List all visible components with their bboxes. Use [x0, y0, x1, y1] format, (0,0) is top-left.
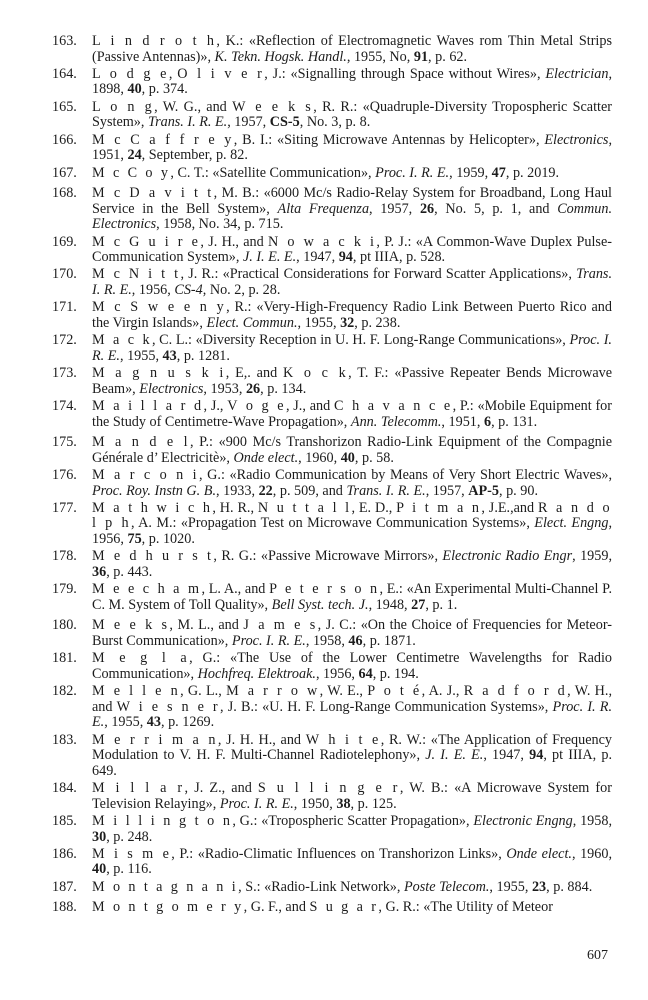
reference-text: , W. E., [319, 683, 368, 700]
volume-number: 91 [413, 48, 429, 65]
reference-text: , E. D., [351, 499, 397, 516]
author-name: M a g n u s k i [92, 365, 226, 382]
journal-title: Electronics [544, 131, 609, 148]
journal-title: Commun. Electronics [92, 200, 613, 233]
reference-text: , 1956, [92, 515, 612, 548]
reference-text: , G. R.: «The Utility of Meteor [378, 899, 553, 916]
reference-text: , 1955, No, [346, 48, 414, 65]
author-name: M c C a f f r e y [92, 131, 234, 148]
reference-text: , P.: «Radio-Climatic Influences on Transhorizon Links», [171, 845, 507, 862]
reference-text: , S.: «Radio-Link Network», [238, 878, 404, 895]
reference-entry [52, 166, 612, 182]
author-name: M a i l l a r d [92, 397, 204, 414]
journal-title: Electronic Radio Engr [442, 548, 573, 565]
reference-number: 171. [52, 299, 77, 316]
reference-number: 167. [52, 164, 77, 181]
reference-entry [52, 501, 612, 548]
volume-number: 40 [92, 861, 107, 878]
reference-number: 174. [52, 397, 77, 414]
journal-title: Proc. Roy. Instn G. B. [92, 482, 216, 499]
journal-title: Trans. I. R. E. [147, 114, 228, 131]
author-name: M c D a v i t t [92, 185, 214, 202]
reference-entry [52, 684, 612, 731]
reference-text: , K.: «Reflection of Electromagnetic Waves rom Thin Metal Strips (Passive Antennas)», [92, 33, 612, 65]
journal-title: Proc. I. R. E. [92, 332, 612, 364]
volume-number: 6 [483, 413, 492, 430]
reference-number: 188. [52, 899, 77, 916]
journal-title: CS-4 [174, 282, 203, 299]
reference-text: , 1956, [315, 665, 359, 682]
volume-number: 27 [411, 596, 426, 613]
journal-title: J. I. E. E. [242, 249, 297, 266]
reference-text: , No. 2, p. 28. [202, 282, 281, 299]
author-name: N o w a c k i [268, 233, 377, 250]
author-name: N u t t a l l [257, 499, 352, 516]
reference-text: , P. J.: «A Common-Wave Duplex Pulse-Communication System», [92, 233, 612, 266]
reference-text: , R. R.: «Quadruple-Diversity Tropospheric Scatter System», [92, 98, 612, 131]
reference-text: , 1956, [131, 282, 175, 299]
reference-text: , E,. and [225, 365, 284, 382]
volume-number: 47 [491, 164, 506, 181]
journal-title: J. I. E. E. [425, 747, 484, 764]
journal-title: K. Tekn. Hogsk. Handl. [214, 48, 347, 65]
reference-text: , p. 374. [141, 81, 188, 98]
author-name: M e e k s [92, 617, 170, 634]
journal-title: Electronic Engng [473, 812, 573, 829]
reference-text: , p. 1281. [176, 347, 230, 364]
author-name: W h i t e [305, 731, 381, 748]
reference-number: 175. [52, 434, 77, 451]
reference-text: , J. B.: «U. H. F. Long-Range Communication Systems», [220, 698, 553, 715]
volume-number: 40 [340, 449, 355, 466]
reference-entry [52, 618, 612, 649]
reference-text: , M. B.: «6000 Mc/s Radio-Relay System for Broadband, Long Haul Service in the Bell System», [92, 185, 613, 217]
reference-text: , p. 509, and [272, 482, 347, 499]
reference-text: , 1898, [92, 65, 612, 98]
author-name: C h a v a n c e [334, 397, 453, 414]
reference-text: , 1957, [227, 114, 270, 131]
reference-text: , p. 62. [428, 48, 468, 65]
volume-number: 94 [529, 747, 544, 764]
reference-text: , G. L., [180, 683, 227, 700]
reference-text: , 1957, [369, 200, 420, 217]
reference-text: , 1947, [483, 747, 530, 764]
author-name: L i n d r o t h [92, 33, 217, 49]
author-name: M e g l a [92, 650, 190, 667]
reference-text: , J. H., and [200, 233, 269, 250]
reference-entry [52, 900, 612, 916]
reference-text: , p. 1020. [141, 531, 195, 548]
reference-text: , M. L., and [169, 617, 244, 634]
author-name: P e t e r s o n [269, 581, 380, 598]
journal-title: Ann. Telecomm. [350, 413, 442, 430]
reference-text: , 1951, [92, 131, 612, 164]
reference-text: , C. T.: «Satellite Communication», [170, 164, 376, 181]
journal-title: Electrician [545, 65, 609, 82]
reference-entry [52, 781, 612, 812]
reference-entry [52, 880, 612, 896]
reference-text: , J. Z., and [184, 780, 258, 797]
reference-entry [52, 435, 612, 466]
reference-number: 173. [52, 365, 77, 382]
reference-number: 187. [52, 878, 77, 895]
reference-text: , No. 3, p. 8. [299, 114, 371, 131]
reference-list [52, 34, 612, 918]
author-name: W i e s n e r [116, 698, 221, 715]
journal-title: Trans. I. R. E. [92, 266, 612, 299]
reference-text: , L. A., and [201, 581, 270, 598]
author-name: M c S w e e n y [92, 299, 227, 316]
volume-number: 26 [419, 200, 435, 217]
reference-text: , W. B.: «A Microwave System for Television Relaying», [92, 780, 612, 812]
author-name: L o n g [92, 98, 155, 115]
journal-title: Elect. Commun. [206, 314, 298, 331]
reference-entry [52, 468, 612, 499]
reference-text: , R.: «Very-High-Frequency Radio Link Between Puerto Rico and the Virgin Islands», [92, 299, 612, 331]
author-name: R a n d o l p h [92, 499, 612, 532]
journal-title: Hochfreq. Elektroak. [197, 665, 316, 682]
reference-text: , A. J., [421, 683, 464, 700]
journal-title: Electronics [139, 380, 204, 397]
reference-text: , 1957, [425, 482, 469, 499]
volume-number: 24 [127, 147, 142, 164]
volume-number: 64 [358, 665, 373, 682]
reference-number: 166. [52, 131, 77, 148]
reference-number: 165. [52, 98, 77, 115]
reference-text: , p. 134. [260, 380, 307, 397]
reference-text: , p. 58. [354, 449, 394, 466]
reference-number: 172. [52, 332, 77, 349]
journal-title: Proc. I. R. E. [375, 164, 450, 181]
author-name: K o c k [283, 365, 349, 382]
volume-number: CS-5 [269, 114, 300, 131]
journal-title: Proc. I. R. E. [231, 633, 306, 649]
author-name: M i l l i n g t o n [92, 812, 233, 829]
reference-text: , J., and [285, 397, 334, 414]
journal-title: Onde elect. [233, 449, 299, 466]
author-name: M e l l e n [92, 683, 181, 700]
reference-text: , p. 248. [106, 828, 153, 845]
reference-text: , C. L.: «Diversity Reception in U. H. F. Long-Range Communications», [152, 332, 570, 349]
author-name: M a r c o n i [92, 467, 200, 483]
reference-text: , p. 238. [354, 314, 401, 331]
volume-number: 36 [92, 563, 107, 580]
reference-entry [52, 847, 612, 878]
reference-text: , E.: «An Experimental Multi-Channel P. C. M. System of Toll Quality», [92, 581, 612, 613]
reference-entry [52, 235, 612, 266]
author-name: M e r r i m a n [92, 731, 218, 748]
author-name: M i s m e [92, 845, 172, 862]
author-name: M o n t a g n a n i [92, 878, 239, 895]
reference-text: , J., [203, 397, 228, 414]
reference-text: , [168, 65, 178, 82]
author-name: M i l l a r [92, 780, 185, 797]
author-name: M c G u i r e [92, 233, 201, 250]
reference-number: 184. [52, 780, 77, 797]
reference-text: , 1947, [296, 249, 339, 266]
reference-text: , J. C.: «On the Choice of Frequencies for Meteor-Burst Communication», [92, 617, 612, 649]
reference-text: , P.: «900 Mc/s Transhorizon Radio-Link Equipment of the Compagnie Générale d’ Electricitè», [92, 434, 612, 466]
reference-text: , September, p. 82. [141, 147, 248, 164]
reference-text: , G.: «Radio Communication by Means of Very Short Electric Waves», [199, 467, 613, 483]
author-name: M a r r o w [226, 683, 320, 700]
reference-text: , p. 1871. [362, 633, 416, 649]
volume-number: 46 [348, 633, 363, 649]
reference-text: , p. 116. [106, 861, 152, 878]
author-name: P o t é [367, 683, 422, 700]
reference-text: , p. 194. [372, 665, 419, 682]
author-name: S u g a r [309, 899, 379, 916]
reference-text: , 1950, [293, 795, 337, 812]
author-name: M c C o y [92, 164, 171, 181]
reference-text: , A. M.: «Propagation Test on Microwave Communication Systems», [130, 515, 535, 532]
reference-text: , 1959, [449, 164, 492, 181]
volume-number: 23 [531, 878, 547, 895]
reference-entry [52, 267, 612, 298]
reference-text: , 1958, [305, 633, 349, 649]
reference-text: , B. I.: «Siting Microwave Antennas by Helicopter», [233, 131, 545, 148]
reference-number: 177. [52, 499, 77, 516]
reference-number: 182. [52, 683, 77, 700]
author-name: P i t m a n [396, 499, 482, 516]
volume-number: 30 [92, 828, 107, 845]
reference-entry [52, 651, 612, 682]
reference-entry [52, 100, 612, 131]
author-name: M e e c h a m [92, 581, 202, 598]
volume-number: 43 [162, 347, 177, 364]
reference-number: 170. [52, 266, 77, 283]
reference-entry [52, 300, 612, 331]
author-name: M c N i t t [92, 266, 181, 283]
author-name: M e d h u r s t [92, 548, 214, 565]
reference-entry [52, 399, 612, 430]
reference-number: 179. [52, 581, 77, 598]
reference-text: , W. H., and [92, 683, 613, 715]
journal-title: Proc. I. R. E. [92, 698, 612, 731]
reference-text: , 1960, [298, 449, 341, 466]
reference-number: 181. [52, 650, 77, 667]
volume-number: 38 [336, 795, 351, 812]
reference-text: , 1933, [216, 482, 259, 499]
reference-text: , pt IIIA, p. 649. [92, 747, 613, 779]
reference-text: , p. 884. [546, 878, 593, 895]
reference-entry [52, 733, 612, 780]
reference-entry [52, 67, 612, 98]
reference-number: 180. [52, 617, 77, 634]
author-name: W e e k s [232, 98, 314, 115]
reference-number: 163. [52, 33, 77, 49]
volume-number: 32 [340, 314, 355, 331]
reference-entry [52, 366, 612, 397]
reference-number: 183. [52, 731, 77, 748]
reference-entry [52, 549, 612, 580]
volume-number: 43 [146, 714, 161, 731]
volume-number: AP-5 [468, 482, 499, 499]
reference-number: 176. [52, 467, 77, 483]
reference-entry [52, 582, 612, 613]
author-name: L o d g e [92, 65, 169, 82]
volume-number: 75 [127, 531, 142, 548]
reference-text: , W. G., and [154, 98, 233, 115]
reference-text: , H. R., [212, 499, 258, 516]
journal-title: Trans. I. R. E. [346, 482, 426, 499]
reference-text: , J. R.: «Practical Considerations for Forward Scatter Applications», [180, 266, 577, 283]
reference-text: , 1955, [104, 714, 147, 731]
author-name: M a c k [92, 332, 152, 349]
reference-text: , J.E.,and [481, 499, 538, 516]
reference-text: , R. G.: «Passive Microwave Mirrors», [213, 548, 443, 565]
reference-text: , 1960, [571, 845, 612, 862]
reference-text: , R. W.: «The Application of Frequency Modulation to V. H. F. Multi-Channel Radiotelephony», [92, 731, 612, 764]
reference-text: , G.: «Tropospheric Scatter Propagation», [232, 812, 474, 829]
volume-number: 40 [127, 81, 142, 98]
author-name: O l i v e r [177, 65, 265, 82]
reference-text: , 1953, [203, 380, 246, 397]
reference-text: , P.: «Mobile Equipment for the Study of Centimetre-Wave Propagation», [92, 397, 613, 430]
reference-text: , T. F.: «Passive Repeater Bends Microwave Beam», [92, 365, 613, 397]
reference-text: , 1958, No. 34, p. 715. [156, 216, 284, 233]
reference-entry [52, 333, 612, 364]
reference-text: , 1958, [572, 812, 612, 829]
reference-text: , J.: «Signalling through Space without Wires», [264, 65, 546, 82]
volume-number: 94 [338, 249, 353, 266]
reference-text: , 1955, [119, 347, 163, 364]
author-name: M a n d e l [92, 434, 190, 451]
page-number: 607 [587, 948, 608, 963]
journal-title: Onde elect. [506, 845, 572, 862]
reference-entry [52, 34, 612, 65]
author-name: R a d f o r d [463, 683, 568, 700]
reference-text: , 1959, [572, 548, 612, 565]
journal-title: Poste Telecom. [404, 878, 490, 895]
reference-entry [52, 133, 612, 164]
volume-number: 22 [258, 482, 273, 499]
journal-title: Bell Syst. tech. J. [271, 596, 369, 613]
reference-text: , p. 443. [106, 563, 153, 580]
author-name: S u l l i n g e r [257, 780, 400, 797]
volume-number: 26 [245, 380, 261, 397]
reference-number: 178. [52, 548, 77, 565]
reference-entry [52, 186, 612, 233]
reference-entry [52, 814, 612, 845]
reference-text: , G.: «The Use of the Lower Centimetre Wavelengths for Radio Communication», [92, 650, 612, 682]
journal-title: Elect. Engng [534, 515, 609, 532]
reference-text: , J. H. H., and [217, 731, 306, 748]
reference-number: 186. [52, 845, 77, 862]
author-name: M a t h w i c h [92, 499, 213, 516]
reference-text: , No. 5, p. 1, and [434, 200, 558, 217]
journal-title: Proc. I. R. E. [219, 795, 294, 812]
author-name: J a m e s [243, 617, 318, 634]
reference-number: 185. [52, 812, 77, 829]
reference-text: , 1955, [297, 314, 341, 331]
reference-text: , p. 1269. [160, 714, 215, 731]
reference-text: , p. 125. [350, 795, 397, 812]
reference-text: , p. 1. [425, 596, 458, 613]
author-name: M o n t g o m e r y [92, 899, 244, 916]
reference-text: , pt IIIA, p. 528. [352, 249, 446, 266]
reference-text: , 1948, [368, 596, 412, 613]
author-name: V o g e [227, 397, 286, 414]
reference-text: , p. 90. [498, 482, 538, 499]
reference-text: , 1955, [489, 878, 532, 895]
journal-title: Alta Frequenza [277, 200, 370, 217]
reference-text: , p. 131. [491, 413, 538, 430]
reference-text: , G. F., and [243, 899, 310, 916]
reference-number: 169. [52, 233, 77, 250]
reference-number: 168. [52, 185, 77, 202]
reference-text: , 1951, [441, 413, 484, 430]
reference-text: , p. 2019. [505, 164, 560, 181]
reference-number: 164. [52, 65, 77, 82]
